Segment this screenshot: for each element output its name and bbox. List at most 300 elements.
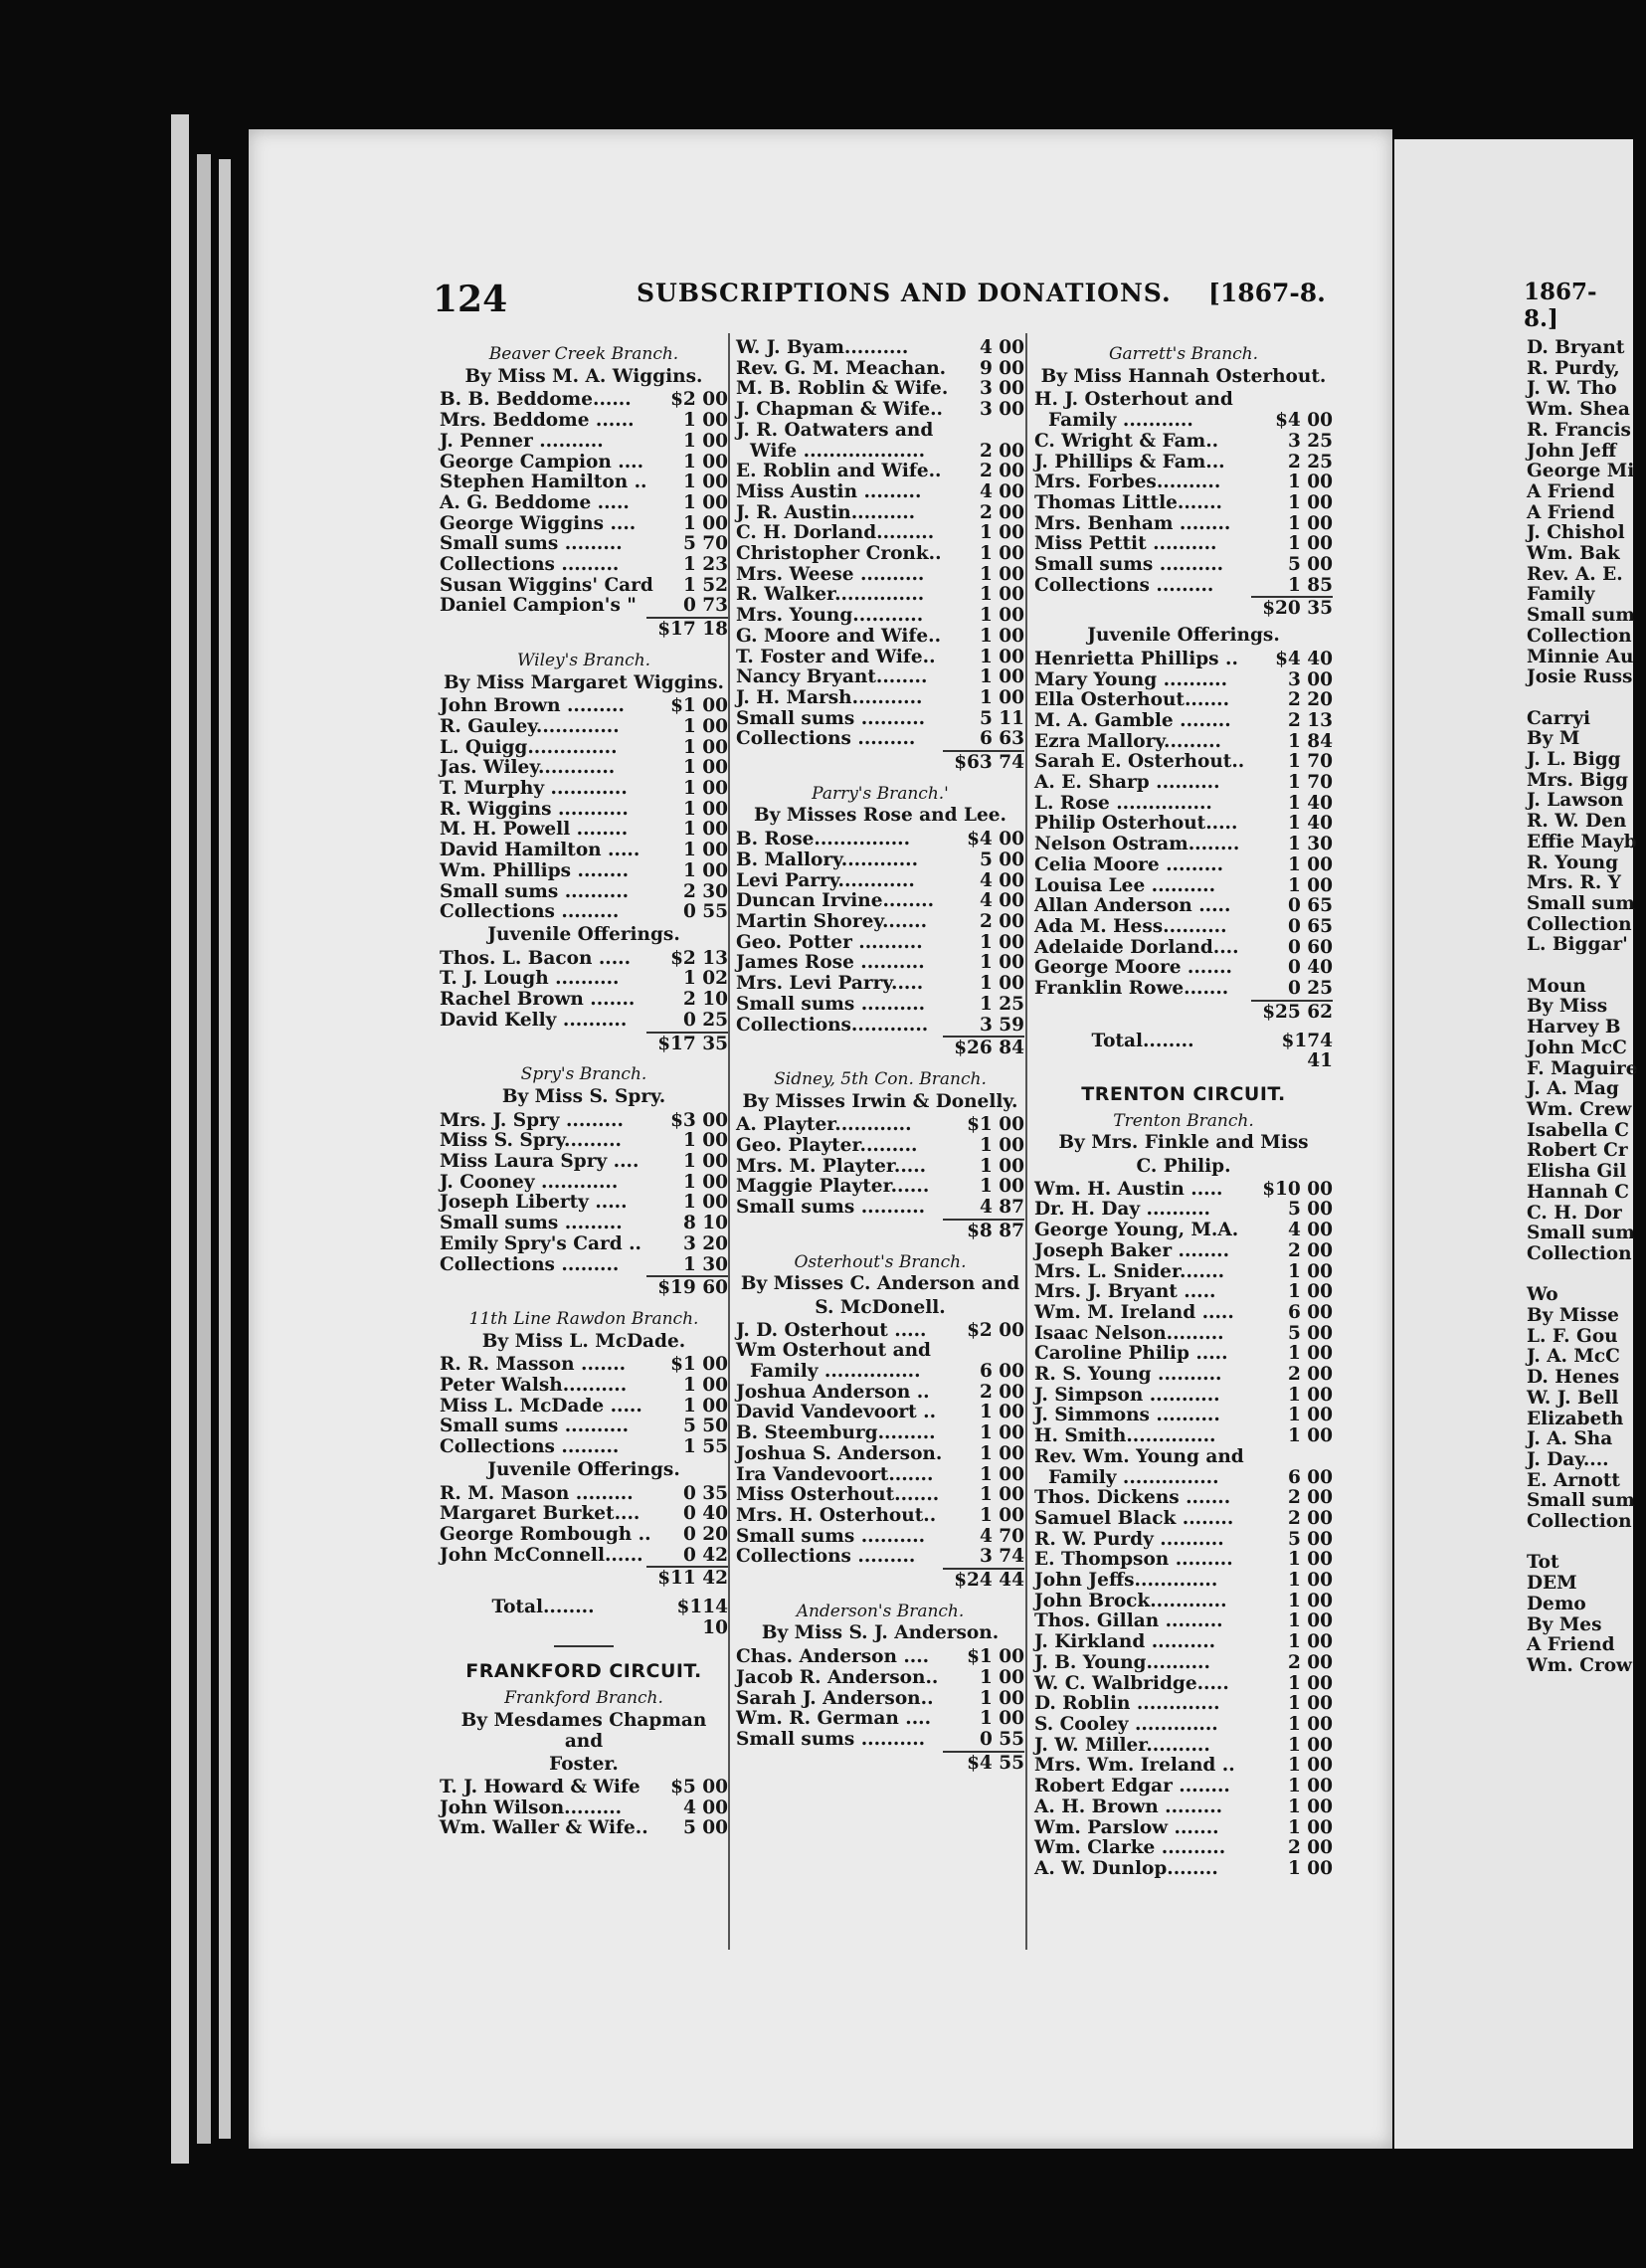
donation-amount: 1 00 [682,491,728,513]
list-item [1034,1180,1333,1201]
donation-amount: 1 00 [979,1504,1024,1526]
list-item [1034,493,1333,514]
donor-name: Geo. Potter .......... [736,931,923,953]
donor-name: E. Thompson ......... [1034,1549,1233,1571]
donation-amount: 0 20 [682,1523,728,1545]
donor-name: R. M. Mason ......... [440,1482,634,1504]
list-item [1034,938,1333,959]
branch-heading: Spry's Branch. [520,1064,647,1085]
donor-name: Philip Osterhout..... [1034,813,1238,835]
donation-amount: 3 00 [979,399,1024,421]
list-item [736,1423,1024,1444]
donation-amount: 2 00 [979,501,1024,523]
collector-line: By Miss S. Spry. [501,1085,666,1107]
donation-amount: 1 00 [1287,1260,1333,1282]
donation-amount: 5 00 [1287,1322,1333,1344]
list-item [440,969,728,990]
donor-name: J. W. Miller.......... [1034,1734,1210,1756]
donor-name: Small sums .......... [1034,554,1224,576]
donation-amount: 2 00 [1287,1487,1333,1509]
donation-amount: 1 00 [682,736,728,758]
donation-amount: 1 00 [1287,1776,1333,1797]
list-item [1034,979,1333,1000]
donation-amount: 1 00 [979,605,1024,627]
donation-amount: 1 00 [682,715,728,737]
list-item [736,1016,1024,1037]
facing-page-line: Mrs. Bigg [1527,769,1629,791]
donation-amount: 3 00 [1287,668,1333,690]
donor-name: Collections ......... [1034,574,1214,596]
donor-name: Christopher Cronk.. [736,543,942,565]
donation-amount: 1 00 [979,1666,1024,1688]
donation-amount: 1 00 [979,584,1024,606]
donation-amount: 1 00 [682,1151,728,1173]
donation-amount: 2 00 [1287,1651,1333,1673]
donor-name: R. Gauley............. [440,715,620,737]
facing-page-line: Wm. Crow [1527,1654,1632,1676]
donor-name: A. W. Dunlop........ [1034,1857,1218,1879]
facing-page-line: Family [1527,584,1595,606]
donor-name: John Wilson......... [440,1796,623,1818]
donation-amount: 1 00 [682,778,728,800]
list-item [736,1198,1024,1219]
donation-amount: 1 00 [682,1171,728,1193]
facing-page-line: By Misse [1527,1305,1619,1326]
donor-name: J. Penner .......... [440,430,604,452]
donation-amount: 4 00 [1287,1220,1333,1241]
donor-name: Caroline Philip ..... [1034,1343,1228,1365]
donor-name: Sarah E. Osterhout.. [1034,751,1245,773]
donation-amount: $4 40 [1275,648,1333,669]
facing-page-line: Rev. A. E. [1527,563,1623,585]
list-item [736,912,1024,933]
list-item [440,1376,728,1397]
list-item [736,688,1024,709]
donor-name: Small sums .......... [736,1197,926,1219]
collector-line: By Misses C. Anderson and [740,1273,1020,1295]
donation-amount: 1 00 [1287,1590,1333,1611]
collector-line: By Miss S. J. Anderson. [761,1622,1000,1644]
donation-amount: 1 00 [682,798,728,820]
list-item [440,1525,728,1546]
donation-amount: 2 20 [1287,689,1333,711]
donor-name: J. Kirkland .......... [1034,1631,1216,1653]
list-item [1034,1632,1333,1653]
donation-amount: 5 50 [682,1416,728,1437]
donor-name: J. Cooney ............ [440,1171,619,1193]
donation-amount: 1 52 [682,574,728,596]
list-item [736,1321,1024,1342]
facing-page-line: By Miss [1527,996,1608,1018]
list-item [736,1730,1024,1751]
donor-name: G. Moore and Wife.. [736,625,942,647]
list-item [736,462,1024,482]
list-item [736,482,1024,503]
list-item [1034,1859,1333,1880]
list-item [440,717,728,738]
facing-page-line: Small sum [1527,1223,1635,1244]
donation-amount: 4 70 [979,1525,1024,1547]
donation-amount: 2 00 [979,1381,1024,1403]
list-item [736,729,1024,750]
branch-subtotal: $24 44 [736,1568,1024,1596]
donation-amount: 1 00 [1287,512,1333,534]
facing-page-line [1527,1265,1646,1286]
list-item [440,1234,728,1255]
donation-amount: 2 13 [1287,709,1333,731]
donor-name: Miss Laura Spry .... [440,1151,640,1173]
donor-name: David Kelly .......... [440,1009,628,1031]
donor-name: Collections ......... [440,554,620,576]
donor-name: Wm. Waller & Wife.. [440,1817,648,1839]
branch-heading: Garrett's Branch. [1108,344,1259,364]
donor-name: Wm. Parslow ....... [1034,1816,1219,1838]
donor-name: T. J. Lough .......... [440,968,620,990]
list-item [736,1341,1024,1362]
branch-heading: Frankford Branch. [504,1688,663,1709]
donation-amount: 0 55 [682,901,728,923]
donor-name: Family ........... [1048,410,1193,432]
list-item [736,400,1024,421]
donor-name: J. B. Young.......... [1034,1651,1210,1673]
donor-name: Samuel Black ........ [1034,1507,1234,1529]
facing-page-line: J. A. Mag [1527,1078,1619,1100]
collector-line: By Miss Hannah Osterhout. [1040,365,1327,387]
page-edge [197,154,211,2144]
branch-subtotal: $4 55 [736,1751,1024,1779]
total-label: Total........ [491,1597,595,1618]
donation-amount: $1 00 [967,1646,1024,1668]
list-item [440,841,728,861]
donation-amount: 0 42 [682,1544,728,1566]
facing-page-line: F. Maguire [1527,1057,1638,1079]
list-item [1034,514,1333,535]
donation-amount: 6 00 [979,1361,1024,1383]
facing-page-line [1527,956,1646,977]
facing-page-line: Demo [1527,1593,1586,1614]
list-item [440,1417,728,1437]
facing-page-line: Effie Mayb [1527,831,1637,852]
donor-name: Collections ......... [440,1436,620,1458]
list-item [736,627,1024,648]
collector-line: Juvenile Offerings. [487,923,680,945]
donor-name: Ira Vandevoort....... [736,1463,934,1485]
donor-name: C. Wright & Fam.. [1034,430,1219,452]
list-item [1034,1611,1333,1632]
donor-name: Wm. Clarke .......... [1034,1837,1226,1859]
donation-amount: 1 00 [682,1130,728,1152]
donation-amount: 1 23 [682,554,728,576]
facing-page-line: Hannah C [1527,1181,1629,1203]
donor-name: Maggie Playter...... [736,1176,930,1198]
total-label: Total........ [1091,1030,1194,1051]
list-item [440,696,728,717]
branch-heading: Beaver Creek Branch. [488,344,679,364]
list-item [1034,917,1333,938]
donor-name: L. Rose ............... [1034,792,1212,814]
facing-page-line: R. Francis [1527,419,1631,441]
facing-page-line: Minnie Au [1527,646,1634,667]
facing-page-line: Wm. Bak [1527,543,1620,565]
donor-name: Mrs. Benham ........ [1034,512,1231,534]
donation-amount: 1 00 [1287,1714,1333,1735]
donor-name: Collections ......... [736,1546,916,1568]
list-item [736,338,1024,359]
facing-page-line: D. Henes [1527,1367,1620,1389]
donation-amount: 1 00 [979,931,1024,953]
list-item [440,596,728,617]
donor-name: Wm Osterhout and [736,1340,931,1362]
donation-amount: 5 00 [682,1817,728,1839]
donation-amount: 1 00 [1287,1631,1333,1653]
donor-name: Collections ......... [736,728,916,750]
donor-name: Mrs. Beddome ...... [440,410,635,432]
list-item [1034,432,1333,453]
donation-amount: 4 00 [979,480,1024,502]
donation-amount: 1 70 [1287,772,1333,794]
donor-name: Dr. H. Day .......... [1034,1199,1210,1221]
donor-name: Miss Pettit .......... [1034,533,1217,555]
donation-amount: 4 00 [979,890,1024,912]
section-divider [554,1645,614,1647]
donor-name: Isaac Nelson......... [1034,1322,1224,1344]
donation-amount: 1 00 [979,543,1024,565]
donation-amount: 2 00 [979,440,1024,462]
donor-name: T. Murphy ............ [440,778,628,800]
facing-page-line: By M [1527,728,1580,750]
list-item [440,820,728,841]
facing-page-line: E. Arnott [1527,1469,1620,1491]
list-item [736,606,1024,627]
list-item [1034,650,1333,670]
donor-name: Mrs. M. Playter..... [736,1155,927,1177]
donor-name: Small sums ......... [440,533,623,555]
donation-amount: 1 00 [1287,1549,1333,1571]
donation-amount: $2 00 [670,389,728,411]
list-item [736,1403,1024,1423]
facing-page-line: Harvey B [1527,1017,1621,1039]
column-rule [728,333,730,1950]
list-item [736,709,1024,730]
facing-page-line: A Friend [1527,501,1615,523]
list-item [440,902,728,923]
donor-name: W. C. Walbridge..... [1034,1672,1229,1694]
donor-name: David Hamilton ..... [440,840,640,861]
donor-name: A. Playter............ [736,1114,912,1136]
donor-name: Thomas Little....... [1034,491,1222,513]
donor-name: Adelaide Dorland.... [1034,936,1239,958]
facing-page-line: John Jeff [1527,440,1617,462]
donation-amount [1251,1447,1333,1468]
page-title: SUBSCRIPTIONS AND DONATIONS. [637,279,1172,307]
donation-amount: 1 40 [1287,792,1333,814]
donation-amount: 2 00 [1287,1364,1333,1386]
list-item [440,1546,728,1567]
list-item [440,493,728,514]
list-item [440,1152,728,1173]
donor-name: Franklin Rowe....... [1034,978,1229,1000]
branch-subtotal: $26 84 [736,1036,1024,1063]
donation-amount: 3 20 [682,1232,728,1254]
facing-page-line: Small sum [1527,605,1635,627]
donor-name: Collections ......... [440,901,620,923]
list-item [1034,1344,1333,1365]
donor-name: J. D. Osterhout ..... [736,1319,927,1341]
donation-amount: 1 00 [1287,1857,1333,1879]
donation-amount: 5 00 [1287,554,1333,576]
facing-page-line: J. W. Tho [1527,378,1617,400]
donor-name: Ezra Mallory......... [1034,730,1221,752]
column-rule [1025,333,1027,1950]
donation-amount: 1 00 [979,1135,1024,1157]
list-item [440,990,728,1011]
donation-amount: 1 00 [682,512,728,534]
donation-amount: 1 00 [979,1176,1024,1198]
facing-page-line: J. L. Bigg [1527,749,1621,771]
branch-subtotal: $19 60 [440,1275,728,1303]
donation-amount: 1 84 [1287,730,1333,752]
donation-amount: 5 11 [979,707,1024,729]
donation-amount: 1 00 [682,472,728,493]
donor-name: Chas. Anderson .... [736,1646,930,1668]
donor-name: George Campion .... [440,451,644,472]
list-item [736,565,1024,586]
donor-name: R. W. Purdy .......... [1034,1528,1224,1550]
list-item [1034,453,1333,473]
donor-name: Nancy Bryant........ [736,666,928,688]
facing-page-line: A Friend [1527,1634,1615,1656]
list-item [736,1485,1024,1506]
branch-subtotal: $17 18 [440,617,728,645]
donation-amount: 1 00 [1287,853,1333,875]
list-item [440,534,728,555]
list-item [1034,670,1333,691]
donor-name: Wm. R. German .... [736,1708,932,1730]
donation-amount: 4 00 [682,1796,728,1818]
donor-name: David Vandevoort .. [736,1402,937,1423]
list-item [440,1798,728,1819]
donation-amount: 9 00 [979,357,1024,379]
list-item [440,1437,728,1458]
donation-amount: 1 00 [1287,1384,1333,1406]
donor-name: Miss S. Spry......... [440,1130,622,1152]
list-item [1034,732,1333,753]
donor-name: M. A. Gamble ........ [1034,709,1231,731]
list-item [440,576,728,597]
donation-amount: 1 00 [1287,1343,1333,1365]
donor-name: Joshua S. Anderson. [736,1442,943,1464]
donation-amount: 0 73 [682,595,728,617]
donor-name: Ella Osterhout....... [1034,689,1230,711]
branch-subtotal: $11 42 [440,1566,728,1594]
facing-page-line: Small sum [1527,1490,1635,1512]
donor-name: J. Chapman & Wife.. [736,399,943,421]
list-item [1034,390,1333,411]
list-item [736,544,1024,565]
donor-name: Rev. G. M. Meachan. [736,357,947,379]
list-item [1034,1200,1333,1221]
list-item [440,1214,728,1234]
circuit-heading: FRANKFORD CIRCUIT. [465,1660,702,1683]
donor-name: Wm. Phillips ........ [440,859,630,881]
list-item [1034,1426,1333,1447]
facing-page-line: J. A. Sha [1527,1428,1613,1450]
collector-line: By Misses Rose and Lee. [754,805,1006,827]
donation-amount: 1 40 [1287,813,1333,835]
branch-subtotal: $20 35 [1034,596,1333,624]
donor-name: J. Phillips & Fam... [1034,451,1225,472]
donation-amount: 2 00 [1287,1507,1333,1529]
donation-amount: 1 00 [1287,1405,1333,1426]
donation-amount: 1 00 [1287,1734,1333,1756]
list-item [736,891,1024,912]
branch-heading: Anderson's Branch. [796,1601,965,1621]
facing-page-line [1527,688,1646,709]
donor-name: T. Foster and Wife.. [736,646,936,667]
donor-name: M. B. Roblin & Wife. [736,378,949,400]
list-item [736,359,1024,380]
collector-line: By Misses Irwin & Donelly. [742,1090,1018,1112]
donation-amount: 1 00 [1287,1570,1333,1592]
donation-amount: 0 25 [682,1009,728,1031]
list-item [1034,534,1333,555]
donation-amount: 2 30 [682,880,728,902]
donation-amount: 4 00 [979,869,1024,891]
list-item [440,1255,728,1276]
list-item [736,1547,1024,1568]
donor-name: Thos. Dickens ....... [1034,1487,1231,1509]
branch-heading: Wiley's Branch. [516,650,651,670]
donor-name: Mary Young .......... [1034,668,1228,690]
facing-page-line: Collection [1527,913,1632,935]
list-item [1034,1303,1333,1324]
donor-name: S. Cooley ............. [1034,1714,1218,1735]
collector-line: Foster. [549,1754,619,1776]
donation-amount: 6 63 [979,728,1024,750]
donor-name: Mrs. L. Snider....... [1034,1260,1225,1282]
donation-amount: 3 59 [979,1014,1024,1036]
donor-name: Mrs. J. Bryant ..... [1034,1281,1216,1303]
donation-amount: 1 00 [1287,1796,1333,1817]
donor-name: Stephen Hamilton .. [440,472,647,493]
donor-name: Collections............ [736,1014,929,1036]
donor-name: Mrs. Wm. Ireland .. [1034,1755,1235,1777]
donation-amount: 1 02 [682,968,728,990]
donation-amount: 1 00 [979,1687,1024,1709]
facing-page-line: Collection [1527,625,1632,647]
branch-heading: Sidney, 5th Con. Branch. [774,1068,987,1089]
list-item [440,1397,728,1418]
collector-line: By Mesdames Chapman and [460,1709,707,1752]
donation-amount: $4 00 [967,829,1024,850]
branch-heading: Osterhout's Branch. [794,1251,967,1272]
donation-amount: $10 00 [1262,1178,1333,1200]
facing-page-line: C. H. Dor [1527,1202,1622,1224]
donation-amount: 1 00 [1287,1425,1333,1447]
donation-amount: 3 25 [1287,430,1333,452]
donation-amount: 1 30 [1287,834,1333,855]
donor-name: Louisa Lee .......... [1034,874,1216,896]
column-1 [440,338,728,1839]
list-item [440,949,728,970]
donor-name: Sarah J. Anderson.. [736,1687,934,1709]
branch-heading: 11th Line Rawdon Branch. [468,1308,699,1329]
donation-amount: 0 60 [1287,936,1333,958]
page-year: [1867-8. [1208,279,1326,307]
donation-amount: 6 00 [1287,1301,1333,1323]
donation-amount: 1 25 [979,993,1024,1015]
donor-name: Jacob R. Anderson.. [736,1666,939,1688]
